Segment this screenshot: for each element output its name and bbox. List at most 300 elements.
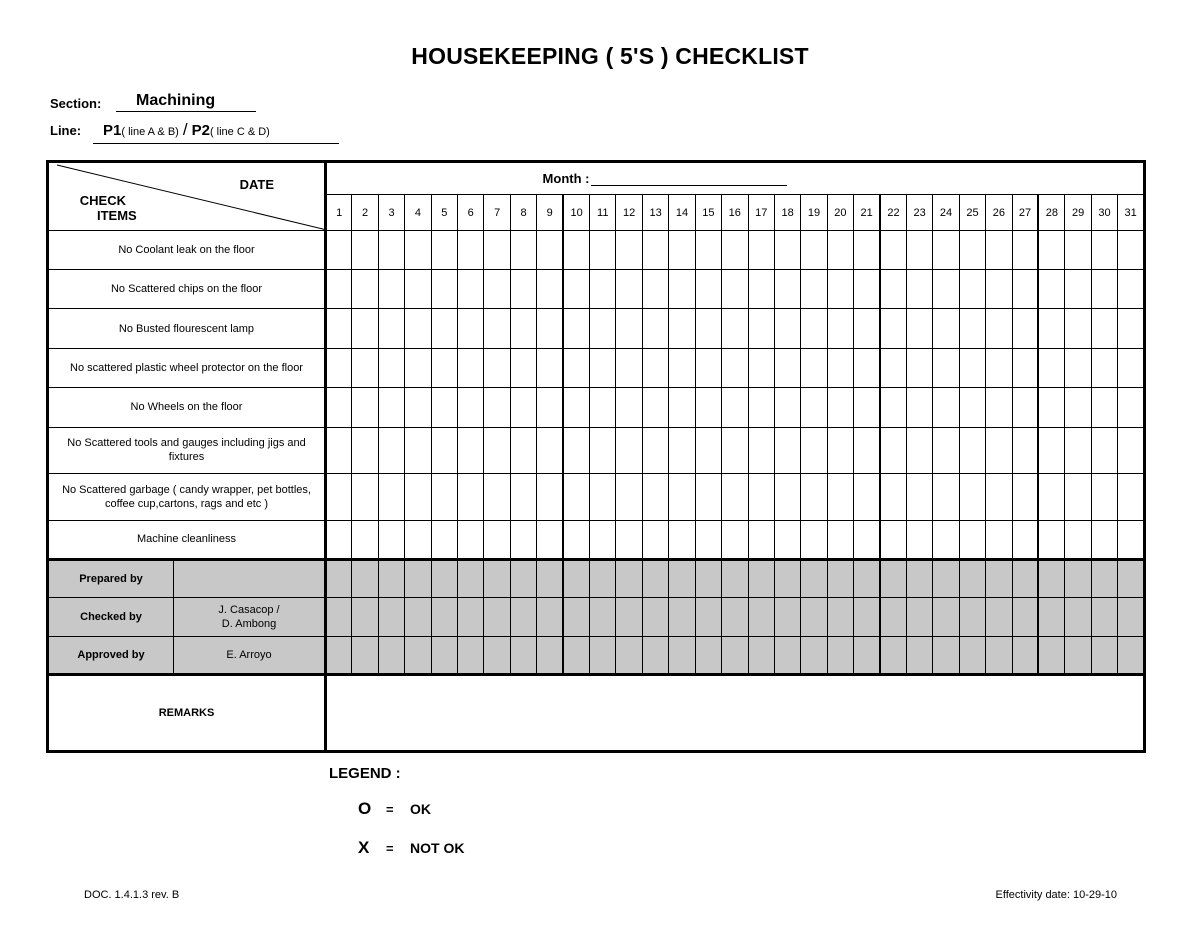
check-cell[interactable] bbox=[1091, 309, 1117, 348]
check-cell[interactable] bbox=[1065, 520, 1091, 559]
check-cell[interactable] bbox=[854, 474, 880, 520]
check-cell[interactable] bbox=[537, 427, 563, 473]
check-cell[interactable] bbox=[1118, 520, 1145, 559]
signoff-cell[interactable] bbox=[774, 636, 800, 674]
check-cell[interactable] bbox=[1012, 388, 1038, 427]
check-cell[interactable] bbox=[880, 427, 906, 473]
check-cell[interactable] bbox=[880, 270, 906, 309]
check-cell[interactable] bbox=[484, 520, 510, 559]
signoff-cell[interactable] bbox=[1118, 636, 1145, 674]
check-cell[interactable] bbox=[880, 520, 906, 559]
signoff-cell[interactable] bbox=[880, 636, 906, 674]
check-cell[interactable] bbox=[352, 309, 378, 348]
check-cell[interactable] bbox=[458, 230, 484, 269]
check-cell[interactable] bbox=[484, 270, 510, 309]
signoff-cell[interactable] bbox=[1091, 598, 1117, 636]
check-cell[interactable] bbox=[959, 270, 985, 309]
signoff-cell[interactable] bbox=[1038, 636, 1064, 674]
check-cell[interactable] bbox=[484, 348, 510, 387]
check-cell[interactable] bbox=[484, 230, 510, 269]
check-cell[interactable] bbox=[590, 388, 616, 427]
check-cell[interactable] bbox=[722, 388, 748, 427]
signoff-cell[interactable] bbox=[537, 559, 563, 597]
check-cell[interactable] bbox=[1118, 474, 1145, 520]
check-cell[interactable] bbox=[722, 474, 748, 520]
check-cell[interactable] bbox=[1038, 270, 1064, 309]
check-cell[interactable] bbox=[827, 309, 853, 348]
check-cell[interactable] bbox=[405, 427, 431, 473]
check-cell[interactable] bbox=[880, 388, 906, 427]
month-field[interactable] bbox=[591, 185, 787, 186]
signoff-cell[interactable] bbox=[537, 598, 563, 636]
signoff-cell[interactable] bbox=[1065, 636, 1091, 674]
check-cell[interactable] bbox=[431, 520, 457, 559]
signoff-cell[interactable] bbox=[458, 559, 484, 597]
check-cell[interactable] bbox=[1038, 427, 1064, 473]
check-cell[interactable] bbox=[616, 520, 642, 559]
check-cell[interactable] bbox=[642, 309, 668, 348]
check-cell[interactable] bbox=[326, 348, 352, 387]
check-cell[interactable] bbox=[484, 474, 510, 520]
check-cell[interactable] bbox=[801, 230, 827, 269]
check-cell[interactable] bbox=[854, 348, 880, 387]
check-cell[interactable] bbox=[1012, 427, 1038, 473]
check-cell[interactable] bbox=[906, 520, 932, 559]
check-cell[interactable] bbox=[1012, 348, 1038, 387]
signoff-cell[interactable] bbox=[510, 598, 536, 636]
check-cell[interactable] bbox=[590, 230, 616, 269]
check-cell[interactable] bbox=[748, 270, 774, 309]
check-cell[interactable] bbox=[933, 309, 959, 348]
signoff-cell[interactable] bbox=[1012, 598, 1038, 636]
check-cell[interactable] bbox=[854, 230, 880, 269]
check-cell[interactable] bbox=[986, 474, 1012, 520]
check-cell[interactable] bbox=[906, 474, 932, 520]
check-cell[interactable] bbox=[431, 270, 457, 309]
check-cell[interactable] bbox=[801, 348, 827, 387]
check-cell[interactable] bbox=[906, 388, 932, 427]
signoff-cell[interactable] bbox=[484, 598, 510, 636]
check-cell[interactable] bbox=[774, 270, 800, 309]
check-cell[interactable] bbox=[669, 427, 695, 473]
check-cell[interactable] bbox=[695, 520, 721, 559]
check-cell[interactable] bbox=[1038, 309, 1064, 348]
signoff-cell[interactable] bbox=[484, 559, 510, 597]
check-cell[interactable] bbox=[933, 230, 959, 269]
check-cell[interactable] bbox=[405, 474, 431, 520]
check-cell[interactable] bbox=[748, 230, 774, 269]
check-cell[interactable] bbox=[695, 309, 721, 348]
signoff-cell[interactable] bbox=[1012, 559, 1038, 597]
signoff-cell[interactable] bbox=[405, 559, 431, 597]
signoff-cell[interactable] bbox=[774, 598, 800, 636]
check-cell[interactable] bbox=[959, 348, 985, 387]
check-cell[interactable] bbox=[616, 474, 642, 520]
check-cell[interactable] bbox=[695, 388, 721, 427]
check-cell[interactable] bbox=[959, 474, 985, 520]
check-cell[interactable] bbox=[590, 520, 616, 559]
signoff-cell[interactable] bbox=[431, 598, 457, 636]
signoff-cell[interactable] bbox=[774, 559, 800, 597]
signoff-cell[interactable] bbox=[1118, 559, 1145, 597]
check-cell[interactable] bbox=[695, 270, 721, 309]
check-cell[interactable] bbox=[563, 309, 589, 348]
check-cell[interactable] bbox=[510, 270, 536, 309]
signoff-cell[interactable] bbox=[563, 636, 589, 674]
check-cell[interactable] bbox=[722, 520, 748, 559]
check-cell[interactable] bbox=[563, 427, 589, 473]
check-cell[interactable] bbox=[1091, 230, 1117, 269]
check-cell[interactable] bbox=[484, 309, 510, 348]
check-cell[interactable] bbox=[458, 388, 484, 427]
check-cell[interactable] bbox=[854, 309, 880, 348]
check-cell[interactable] bbox=[326, 427, 352, 473]
check-cell[interactable] bbox=[880, 309, 906, 348]
check-cell[interactable] bbox=[352, 427, 378, 473]
check-cell[interactable] bbox=[801, 388, 827, 427]
check-cell[interactable] bbox=[986, 427, 1012, 473]
check-cell[interactable] bbox=[1118, 309, 1145, 348]
signoff-cell[interactable] bbox=[722, 559, 748, 597]
signoff-cell[interactable] bbox=[510, 559, 536, 597]
signoff-cell[interactable] bbox=[1118, 598, 1145, 636]
signoff-cell[interactable] bbox=[748, 559, 774, 597]
signoff-cell[interactable] bbox=[405, 636, 431, 674]
signoff-cell[interactable] bbox=[1091, 636, 1117, 674]
check-cell[interactable] bbox=[827, 270, 853, 309]
signoff-cell[interactable] bbox=[959, 598, 985, 636]
check-cell[interactable] bbox=[1118, 388, 1145, 427]
check-cell[interactable] bbox=[827, 388, 853, 427]
check-cell[interactable] bbox=[774, 230, 800, 269]
check-cell[interactable] bbox=[642, 474, 668, 520]
check-cell[interactable] bbox=[378, 309, 404, 348]
check-cell[interactable] bbox=[1038, 520, 1064, 559]
signoff-cell[interactable] bbox=[722, 598, 748, 636]
signoff-cell[interactable] bbox=[827, 636, 853, 674]
check-cell[interactable] bbox=[510, 388, 536, 427]
signoff-cell[interactable] bbox=[378, 598, 404, 636]
check-cell[interactable] bbox=[986, 270, 1012, 309]
signoff-cell[interactable] bbox=[906, 598, 932, 636]
check-cell[interactable] bbox=[748, 348, 774, 387]
signoff-cell[interactable] bbox=[959, 636, 985, 674]
signoff-cell[interactable] bbox=[748, 636, 774, 674]
signoff-cell[interactable] bbox=[352, 598, 378, 636]
signoff-cell[interactable] bbox=[1091, 559, 1117, 597]
check-cell[interactable] bbox=[1012, 230, 1038, 269]
check-cell[interactable] bbox=[1091, 520, 1117, 559]
check-cell[interactable] bbox=[906, 427, 932, 473]
check-cell[interactable] bbox=[1065, 427, 1091, 473]
check-cell[interactable] bbox=[1118, 270, 1145, 309]
check-cell[interactable] bbox=[722, 427, 748, 473]
check-cell[interactable] bbox=[326, 474, 352, 520]
check-cell[interactable] bbox=[378, 348, 404, 387]
check-cell[interactable] bbox=[590, 427, 616, 473]
check-cell[interactable] bbox=[352, 388, 378, 427]
signoff-cell[interactable] bbox=[1065, 598, 1091, 636]
signoff-cell[interactable] bbox=[642, 559, 668, 597]
signoff-cell[interactable] bbox=[590, 636, 616, 674]
check-cell[interactable] bbox=[642, 348, 668, 387]
signoff-cell[interactable] bbox=[906, 636, 932, 674]
check-cell[interactable] bbox=[431, 388, 457, 427]
check-cell[interactable] bbox=[352, 270, 378, 309]
check-cell[interactable] bbox=[405, 520, 431, 559]
signoff-cell[interactable] bbox=[510, 636, 536, 674]
check-cell[interactable] bbox=[642, 520, 668, 559]
check-cell[interactable] bbox=[722, 348, 748, 387]
signoff-cell[interactable] bbox=[748, 598, 774, 636]
signoff-cell[interactable] bbox=[642, 598, 668, 636]
check-cell[interactable] bbox=[405, 388, 431, 427]
check-cell[interactable] bbox=[1118, 427, 1145, 473]
check-cell[interactable] bbox=[484, 388, 510, 427]
signoff-cell[interactable] bbox=[986, 636, 1012, 674]
check-cell[interactable] bbox=[959, 520, 985, 559]
check-cell[interactable] bbox=[326, 520, 352, 559]
check-cell[interactable] bbox=[774, 348, 800, 387]
signoff-cell[interactable] bbox=[590, 598, 616, 636]
check-cell[interactable] bbox=[827, 474, 853, 520]
check-cell[interactable] bbox=[352, 474, 378, 520]
check-cell[interactable] bbox=[1038, 230, 1064, 269]
check-cell[interactable] bbox=[748, 427, 774, 473]
check-cell[interactable] bbox=[906, 348, 932, 387]
check-cell[interactable] bbox=[378, 520, 404, 559]
check-cell[interactable] bbox=[695, 427, 721, 473]
check-cell[interactable] bbox=[537, 270, 563, 309]
check-cell[interactable] bbox=[616, 348, 642, 387]
signoff-cell[interactable] bbox=[326, 636, 352, 674]
signoff-cell[interactable] bbox=[827, 559, 853, 597]
signoff-cell[interactable] bbox=[1038, 598, 1064, 636]
check-cell[interactable] bbox=[669, 474, 695, 520]
check-cell[interactable] bbox=[669, 388, 695, 427]
check-cell[interactable] bbox=[959, 309, 985, 348]
signoff-cell[interactable] bbox=[563, 559, 589, 597]
check-cell[interactable] bbox=[801, 427, 827, 473]
check-cell[interactable] bbox=[801, 474, 827, 520]
check-cell[interactable] bbox=[484, 427, 510, 473]
check-cell[interactable] bbox=[959, 230, 985, 269]
signoff-cell[interactable] bbox=[590, 559, 616, 597]
signoff-cell[interactable] bbox=[669, 598, 695, 636]
check-cell[interactable] bbox=[378, 427, 404, 473]
check-cell[interactable] bbox=[933, 520, 959, 559]
check-cell[interactable] bbox=[537, 230, 563, 269]
check-cell[interactable] bbox=[1065, 230, 1091, 269]
check-cell[interactable] bbox=[352, 348, 378, 387]
signoff-cell[interactable] bbox=[431, 636, 457, 674]
check-cell[interactable] bbox=[537, 474, 563, 520]
check-cell[interactable] bbox=[827, 427, 853, 473]
check-cell[interactable] bbox=[1091, 348, 1117, 387]
signoff-cell[interactable] bbox=[326, 598, 352, 636]
check-cell[interactable] bbox=[986, 309, 1012, 348]
check-cell[interactable] bbox=[906, 309, 932, 348]
check-cell[interactable] bbox=[510, 474, 536, 520]
check-cell[interactable] bbox=[458, 270, 484, 309]
check-cell[interactable] bbox=[1038, 348, 1064, 387]
check-cell[interactable] bbox=[563, 348, 589, 387]
check-cell[interactable] bbox=[695, 474, 721, 520]
check-cell[interactable] bbox=[933, 427, 959, 473]
check-cell[interactable] bbox=[854, 427, 880, 473]
check-cell[interactable] bbox=[695, 348, 721, 387]
check-cell[interactable] bbox=[669, 348, 695, 387]
check-cell[interactable] bbox=[959, 388, 985, 427]
check-cell[interactable] bbox=[854, 270, 880, 309]
check-cell[interactable] bbox=[590, 270, 616, 309]
check-cell[interactable] bbox=[458, 427, 484, 473]
signoff-cell[interactable] bbox=[933, 598, 959, 636]
check-cell[interactable] bbox=[326, 388, 352, 427]
signoff-cell[interactable] bbox=[616, 636, 642, 674]
check-cell[interactable] bbox=[1065, 388, 1091, 427]
check-cell[interactable] bbox=[748, 474, 774, 520]
signoff-cell[interactable] bbox=[933, 559, 959, 597]
check-cell[interactable] bbox=[1065, 309, 1091, 348]
check-cell[interactable] bbox=[986, 520, 1012, 559]
check-cell[interactable] bbox=[986, 388, 1012, 427]
signoff-cell[interactable] bbox=[801, 636, 827, 674]
signoff-cell[interactable] bbox=[326, 559, 352, 597]
check-cell[interactable] bbox=[510, 427, 536, 473]
check-cell[interactable] bbox=[378, 388, 404, 427]
check-cell[interactable] bbox=[722, 309, 748, 348]
check-cell[interactable] bbox=[616, 270, 642, 309]
check-cell[interactable] bbox=[774, 388, 800, 427]
check-cell[interactable] bbox=[801, 309, 827, 348]
check-cell[interactable] bbox=[1012, 520, 1038, 559]
check-cell[interactable] bbox=[326, 230, 352, 269]
signoff-cell[interactable] bbox=[616, 559, 642, 597]
check-cell[interactable] bbox=[1012, 309, 1038, 348]
check-cell[interactable] bbox=[590, 309, 616, 348]
check-cell[interactable] bbox=[431, 427, 457, 473]
check-cell[interactable] bbox=[669, 230, 695, 269]
check-cell[interactable] bbox=[1065, 474, 1091, 520]
signoff-cell[interactable] bbox=[695, 559, 721, 597]
check-cell[interactable] bbox=[510, 309, 536, 348]
check-cell[interactable] bbox=[695, 230, 721, 269]
signoff-cell[interactable] bbox=[1038, 559, 1064, 597]
check-cell[interactable] bbox=[933, 388, 959, 427]
signoff-cell[interactable] bbox=[616, 598, 642, 636]
check-cell[interactable] bbox=[774, 520, 800, 559]
signoff-cell[interactable] bbox=[854, 559, 880, 597]
check-cell[interactable] bbox=[827, 230, 853, 269]
check-cell[interactable] bbox=[906, 270, 932, 309]
check-cell[interactable] bbox=[1118, 348, 1145, 387]
check-cell[interactable] bbox=[774, 474, 800, 520]
check-cell[interactable] bbox=[616, 427, 642, 473]
check-cell[interactable] bbox=[801, 520, 827, 559]
signoff-cell[interactable] bbox=[642, 636, 668, 674]
signoff-cell[interactable] bbox=[563, 598, 589, 636]
check-cell[interactable] bbox=[1012, 474, 1038, 520]
check-cell[interactable] bbox=[669, 520, 695, 559]
check-cell[interactable] bbox=[537, 348, 563, 387]
signoff-cell[interactable] bbox=[933, 636, 959, 674]
check-cell[interactable] bbox=[563, 270, 589, 309]
signoff-cell[interactable] bbox=[669, 636, 695, 674]
check-cell[interactable] bbox=[352, 230, 378, 269]
check-cell[interactable] bbox=[616, 230, 642, 269]
signoff-cell[interactable] bbox=[722, 636, 748, 674]
signoff-cell[interactable] bbox=[906, 559, 932, 597]
signoff-cell[interactable] bbox=[695, 636, 721, 674]
check-cell[interactable] bbox=[1091, 474, 1117, 520]
signoff-cell[interactable] bbox=[986, 559, 1012, 597]
check-cell[interactable] bbox=[378, 270, 404, 309]
check-cell[interactable] bbox=[642, 427, 668, 473]
signoff-cell[interactable] bbox=[827, 598, 853, 636]
check-cell[interactable] bbox=[906, 230, 932, 269]
signoff-cell[interactable] bbox=[484, 636, 510, 674]
signoff-cell[interactable] bbox=[669, 559, 695, 597]
signoff-cell[interactable] bbox=[458, 636, 484, 674]
check-cell[interactable] bbox=[563, 520, 589, 559]
check-cell[interactable] bbox=[880, 230, 906, 269]
check-cell[interactable] bbox=[431, 230, 457, 269]
signoff-cell[interactable] bbox=[431, 559, 457, 597]
check-cell[interactable] bbox=[563, 388, 589, 427]
check-cell[interactable] bbox=[405, 270, 431, 309]
signoff-cell[interactable] bbox=[352, 559, 378, 597]
signoff-cell[interactable] bbox=[458, 598, 484, 636]
check-cell[interactable] bbox=[405, 348, 431, 387]
check-cell[interactable] bbox=[326, 309, 352, 348]
check-cell[interactable] bbox=[722, 270, 748, 309]
signoff-cell[interactable] bbox=[352, 636, 378, 674]
check-cell[interactable] bbox=[669, 270, 695, 309]
check-cell[interactable] bbox=[1038, 474, 1064, 520]
signoff-cell[interactable] bbox=[405, 598, 431, 636]
check-cell[interactable] bbox=[880, 474, 906, 520]
check-cell[interactable] bbox=[827, 348, 853, 387]
signoff-cell[interactable] bbox=[378, 559, 404, 597]
signoff-cell[interactable] bbox=[854, 598, 880, 636]
signoff-cell[interactable] bbox=[986, 598, 1012, 636]
check-cell[interactable] bbox=[880, 348, 906, 387]
check-cell[interactable] bbox=[563, 474, 589, 520]
signoff-cell[interactable] bbox=[537, 636, 563, 674]
signoff-cell[interactable] bbox=[880, 598, 906, 636]
check-cell[interactable] bbox=[510, 520, 536, 559]
check-cell[interactable] bbox=[986, 348, 1012, 387]
check-cell[interactable] bbox=[1012, 270, 1038, 309]
check-cell[interactable] bbox=[854, 388, 880, 427]
signoff-cell[interactable] bbox=[959, 559, 985, 597]
check-cell[interactable] bbox=[748, 520, 774, 559]
check-cell[interactable] bbox=[510, 230, 536, 269]
check-cell[interactable] bbox=[378, 230, 404, 269]
check-cell[interactable] bbox=[959, 427, 985, 473]
check-cell[interactable] bbox=[352, 520, 378, 559]
check-cell[interactable] bbox=[563, 230, 589, 269]
check-cell[interactable] bbox=[933, 348, 959, 387]
check-cell[interactable] bbox=[1038, 388, 1064, 427]
check-cell[interactable] bbox=[642, 230, 668, 269]
signoff-cell[interactable] bbox=[880, 559, 906, 597]
check-cell[interactable] bbox=[537, 309, 563, 348]
check-cell[interactable] bbox=[616, 388, 642, 427]
check-cell[interactable] bbox=[378, 474, 404, 520]
check-cell[interactable] bbox=[431, 348, 457, 387]
